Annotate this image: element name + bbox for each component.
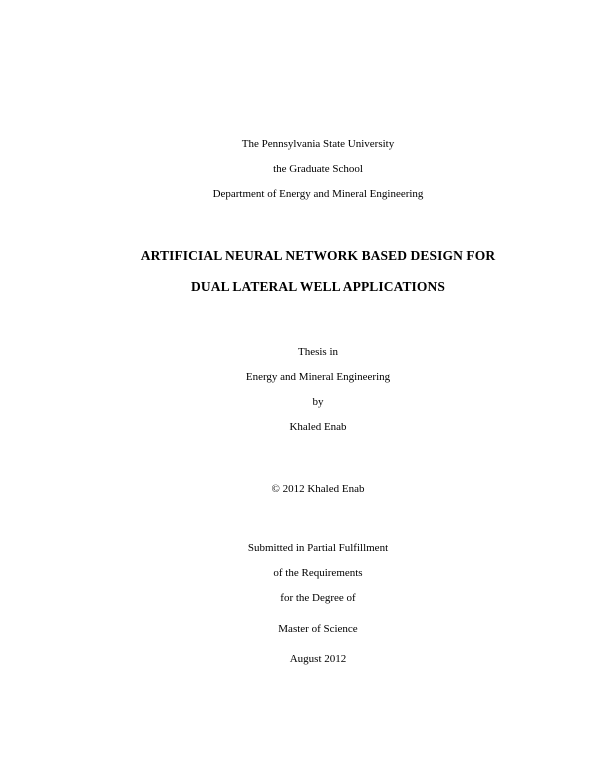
degree-name: Master of Science <box>278 623 358 635</box>
submission-line-2: of the Requirements <box>273 567 363 579</box>
graduate-school: the Graduate School <box>273 163 363 175</box>
thesis-title-line-2: DUAL LATERAL WELL APPLICATIONS <box>191 279 445 294</box>
thesis-field: Energy and Mineral Engineering <box>245 371 391 383</box>
department-name: Department of Energy and Mineral Engineering <box>212 188 424 200</box>
thesis-label: Thesis in <box>297 346 339 358</box>
author-name: Khaled Enab <box>289 421 347 433</box>
by-label: by <box>312 396 324 408</box>
copyright-notice: © 2012 Khaled Enab <box>271 483 365 495</box>
submission-line-3: for the Degree of <box>280 592 356 604</box>
university-name: The Pennsylvania State University <box>241 138 395 150</box>
thesis-title-line-1: ARTIFICIAL NEURAL NETWORK BASED DESIGN FOR <box>140 248 496 263</box>
submission-date: August 2012 <box>289 653 347 665</box>
submission-line-1: Submitted in Partial Fulfillment <box>247 542 389 554</box>
